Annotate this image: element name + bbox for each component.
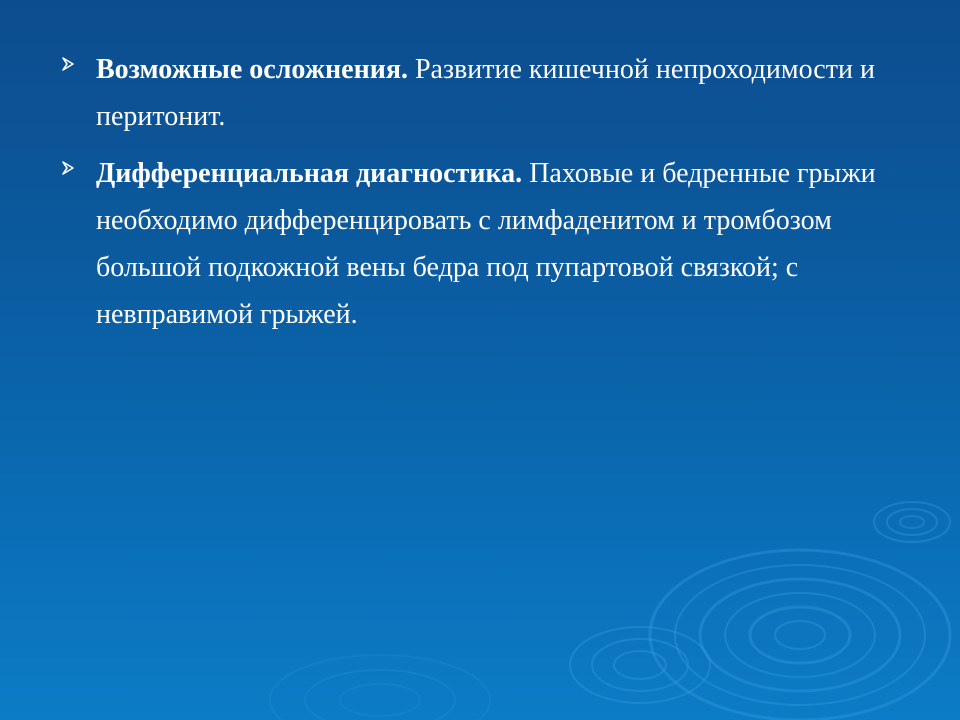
slide-content	[60, 46, 910, 348]
bullet-text: Паховые и бедренные грыжи необходимо дифференцировать с лимфаденитом и тромбозом большой подкожной вены бедра под пупартовой связкой; с невправимой грыжей.	[96, 158, 876, 330]
bullet-text: Развитие кишечной непроходимости и перитонит.	[96, 54, 875, 132]
bullet-item	[60, 46, 910, 140]
chevron-right-icon	[60, 160, 76, 176]
bullet-lead: Возможные осложнения.	[96, 54, 408, 85]
bullet-lead: Дифференциальная диагностика.	[96, 158, 523, 189]
chevron-right-icon	[60, 56, 76, 72]
bullet-item	[60, 150, 910, 338]
